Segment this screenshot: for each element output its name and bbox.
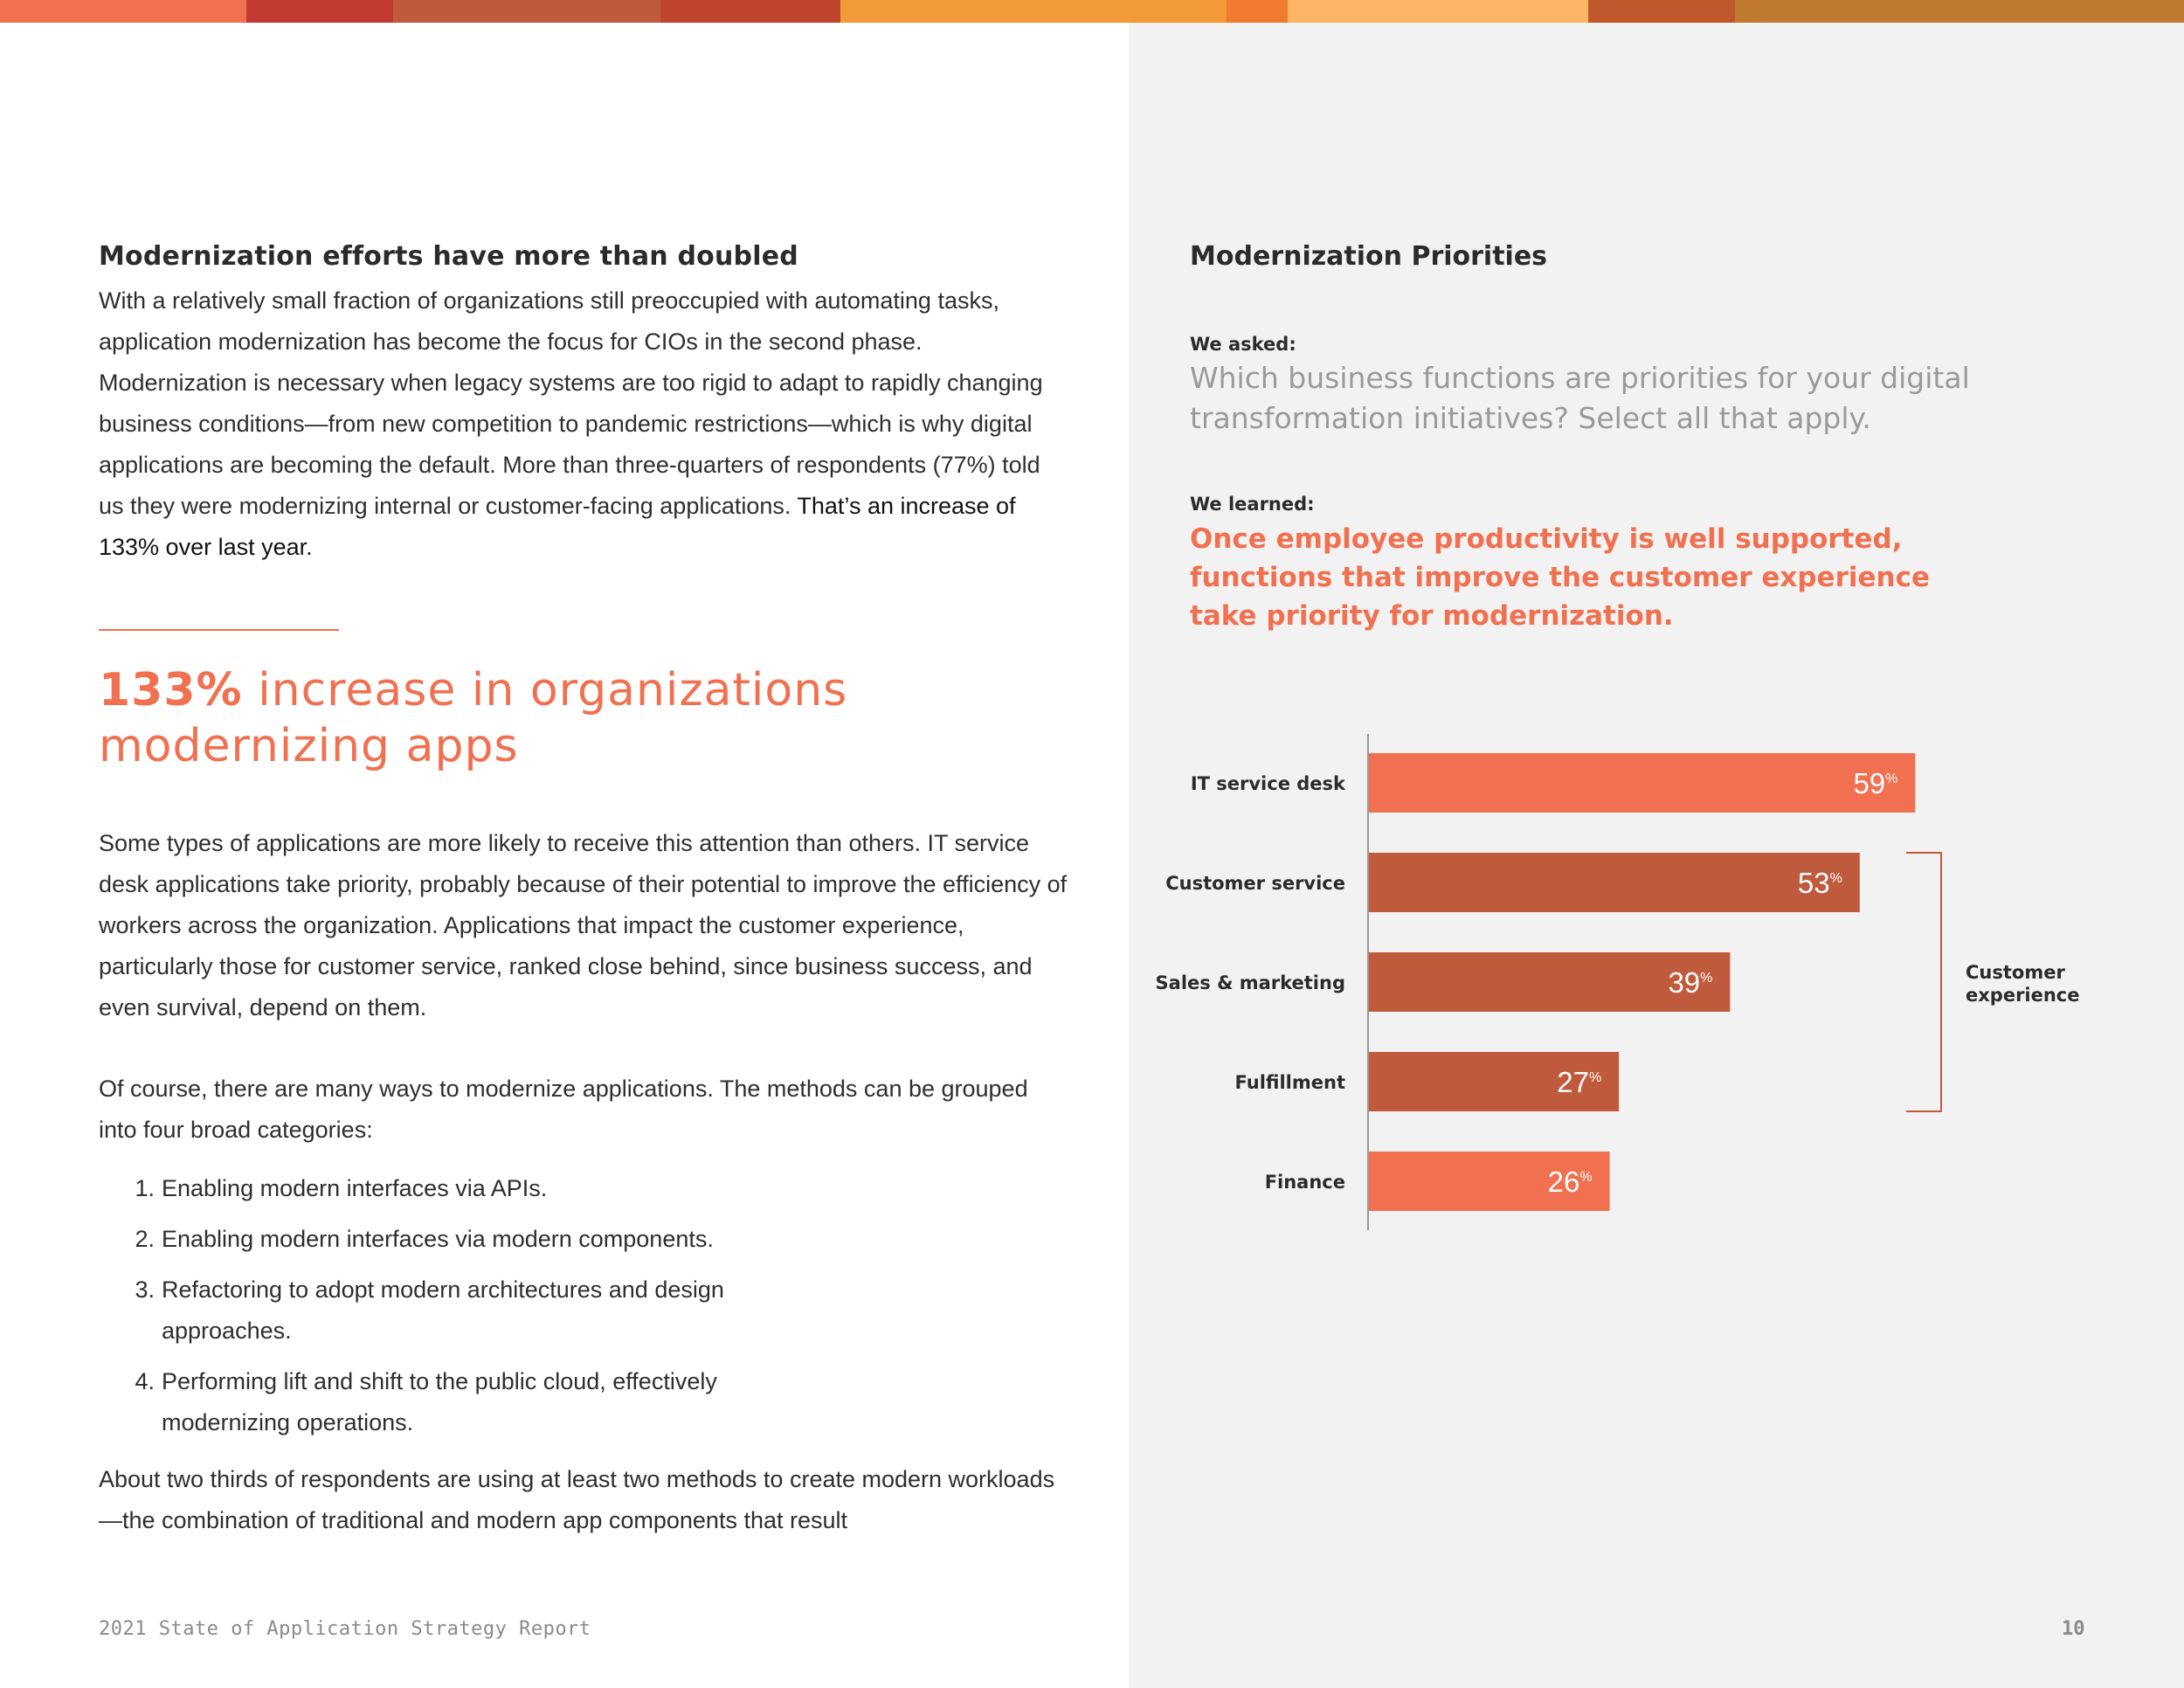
survey-question: Which business functions are priorities for your digital transformation initiatives? Select all that apply. (1190, 361, 1970, 435)
strip-segment (1735, 0, 2184, 23)
chart-svg (1129, 725, 2184, 1232)
methods-list (99, 1168, 1068, 1443)
customer-experience-bracket (1906, 853, 1941, 1111)
strip-segment (840, 0, 1227, 23)
chart-category-label: Fulfillment (1234, 1072, 1345, 1093)
method-text: Enabling modern interfaces via APIs. (162, 1175, 548, 1201)
strip-segment (246, 0, 393, 23)
strip-segment (660, 0, 840, 23)
method-text: Performing lift and shift to the public cloud, effectively modernizing operations. (162, 1368, 717, 1435)
chart-value-label: 59% (1853, 767, 1898, 799)
method-text: Refactoring to adopt modern architectures and design approaches. (162, 1276, 724, 1344)
method-number: 4. (135, 1368, 155, 1394)
callout-bold: 133% (99, 664, 243, 716)
method-list-item (99, 1168, 1068, 1209)
method-number: 1. (135, 1175, 155, 1201)
customer-experience-label: Customer experience (1966, 962, 2080, 1006)
closing-paragraph: About two thirds of respondents are using at least two methods to create modern workloads—the combination of traditional and modern app components that result (99, 1466, 1055, 1533)
strip-segment (1227, 0, 1288, 23)
chart-category-label: Customer service (1165, 873, 1345, 894)
method-list-item (99, 1361, 1068, 1443)
chart-category-label: Sales & marketing (1155, 972, 1345, 993)
chart-bar (1369, 753, 1915, 813)
section-heading: Modernization efforts have more than doubled (99, 241, 798, 272)
chart-value-label: 26% (1547, 1166, 1593, 1198)
strip-segment (393, 0, 660, 23)
chart-category-label: Finance (1264, 1172, 1345, 1193)
footer-page-number: 10 (2062, 1618, 2085, 1640)
priority-paragraph: Some types of applications are more likely to receive this attention than others. IT service desk applications take priority, probably because of their potential to improve the efficiency of workers across the organization. Applications that impact the customer experience, particularly those for customer service, ranked close behind, since business success, and even survival, depend on them. (99, 830, 1068, 1020)
we-learned-label: We learned: (1190, 494, 1315, 515)
survey-finding: Once employee productivity is well supported, functions that improve the customer experience take priority for modernization. (1190, 523, 1930, 632)
method-list-item (99, 1219, 1068, 1260)
priorities-bar-chart (1129, 725, 2184, 1232)
chart-value-label: 39% (1668, 966, 1713, 999)
methods-paragraph: Of course, there are many ways to modernize applications. The methods can be grouped into four broad categories: (99, 1076, 1028, 1143)
method-text: Enabling modern interfaces via modern components. (162, 1226, 714, 1252)
strip-segment (1588, 0, 1735, 23)
chart-section-title: Modernization Priorities (1190, 241, 1548, 272)
strip-segment (1288, 0, 1588, 23)
intro-paragraph-text: With a relatively small fraction of organizations still preoccupied with automating tasks, application modernization has become the focus for CIOs in the second phase. Modernization is necessary when legacy systems are too rigid to adapt to rapidly changing business conditions—from new competition to pandemic restrictions—which is why digital applications are becoming the default. More than three-quarters of respondents (77%) told us they were modernizing internal or customer-facing applications. (99, 287, 1043, 519)
footer-report-title: 2021 State of Application Strategy Report (99, 1618, 591, 1640)
method-number: 3. (135, 1276, 155, 1303)
intro-highlight: That’s an increase of 133% over last year. (99, 493, 1016, 560)
we-asked-label: We asked: (1190, 334, 1296, 355)
callout-text: increase in organizations modernizing apps (99, 664, 848, 772)
method-list-item (99, 1269, 1068, 1352)
left-column (99, 241, 1068, 1541)
strip-segment (0, 0, 246, 23)
callout-statistic (99, 662, 1068, 774)
chart-value-label: 27% (1557, 1066, 1602, 1098)
method-number: 2. (135, 1226, 155, 1252)
chart-category-label: IT service desk (1190, 773, 1345, 794)
chart-bar (1369, 853, 1860, 912)
callout-divider (99, 629, 339, 631)
intro-paragraph (99, 280, 1068, 568)
chart-value-label: 53% (1797, 867, 1842, 899)
top-color-strip (0, 0, 2184, 23)
